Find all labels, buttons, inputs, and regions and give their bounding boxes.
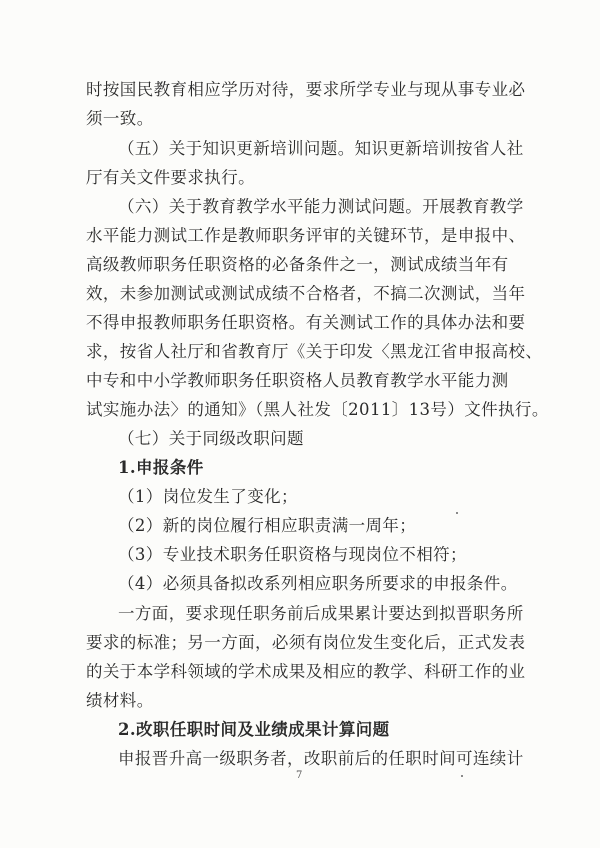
- text-line: 厅有关文件要求执行。: [86, 168, 255, 187]
- text-line: 试实施办法〉的通知》（黑人社发〔2011〕13号）文件执行。: [86, 400, 549, 419]
- section-heading: （七）关于同级改职问题: [118, 429, 304, 448]
- page-number: 7: [296, 770, 303, 781]
- text-line: 申报晋升高一级职务者，改职前后的任职时间可连续计: [118, 749, 524, 768]
- text-line: （六）关于教育教学水平能力测试问题。开展教育教学: [118, 197, 524, 216]
- text-line: 要求的标准；另一方面，必须有岗位发生变化后，正式发表: [86, 633, 526, 652]
- text-line: 一方面，要求现任职务前后成果累计要达到拟晋职务所: [118, 604, 524, 623]
- text-line: 绩材料。: [86, 691, 154, 710]
- text-line: 求，按省人社厅和省教育厅《关于印发〈黑龙江省申报高校、: [86, 342, 543, 361]
- text-line: 时按国民教育相应学历对待，要求所学专业与现从事专业必: [86, 80, 526, 99]
- text-line: 不得申报教师职务任职资格。有关测试工作的具体办法和要: [86, 313, 526, 332]
- text-line: 效，未参加测试或测试成绩不合格者，不搞二次测试，当年: [86, 284, 526, 303]
- text-line: 的关于本学科领域的学术成果及相应的教学、科研工作的业: [86, 662, 526, 681]
- list-item: （1）岗位发生了变化；: [118, 487, 298, 506]
- scan-speck: [456, 512, 458, 514]
- list-item: （4）必须具备拟改系列相应职务所要求的申报条件。: [118, 574, 518, 593]
- text-line: （五）关于知识更新培训问题。知识更新培训按省人社: [118, 139, 524, 158]
- list-item: （3）专业技术职务任职资格与现岗位不相符；: [118, 545, 467, 564]
- subsection-heading: 1.申报条件: [118, 458, 204, 477]
- text-line: 中专和中小学教师职务任职资格人员教育教学水平能力测: [86, 371, 509, 390]
- list-item: （2）新的岗位履行相应职责满一周年；: [118, 516, 417, 535]
- subsection-heading: 2.改职任职时间及业绩成果计算问题: [118, 720, 390, 739]
- text-line: 高级教师职务任职资格的必备条件之一，测试成绩当年有: [86, 255, 509, 274]
- text-line: 水平能力测试工作是教师职务评审的关键环节，是申报中、: [86, 226, 526, 245]
- scan-speck: [461, 775, 463, 777]
- text-line: 须一致。: [86, 109, 154, 128]
